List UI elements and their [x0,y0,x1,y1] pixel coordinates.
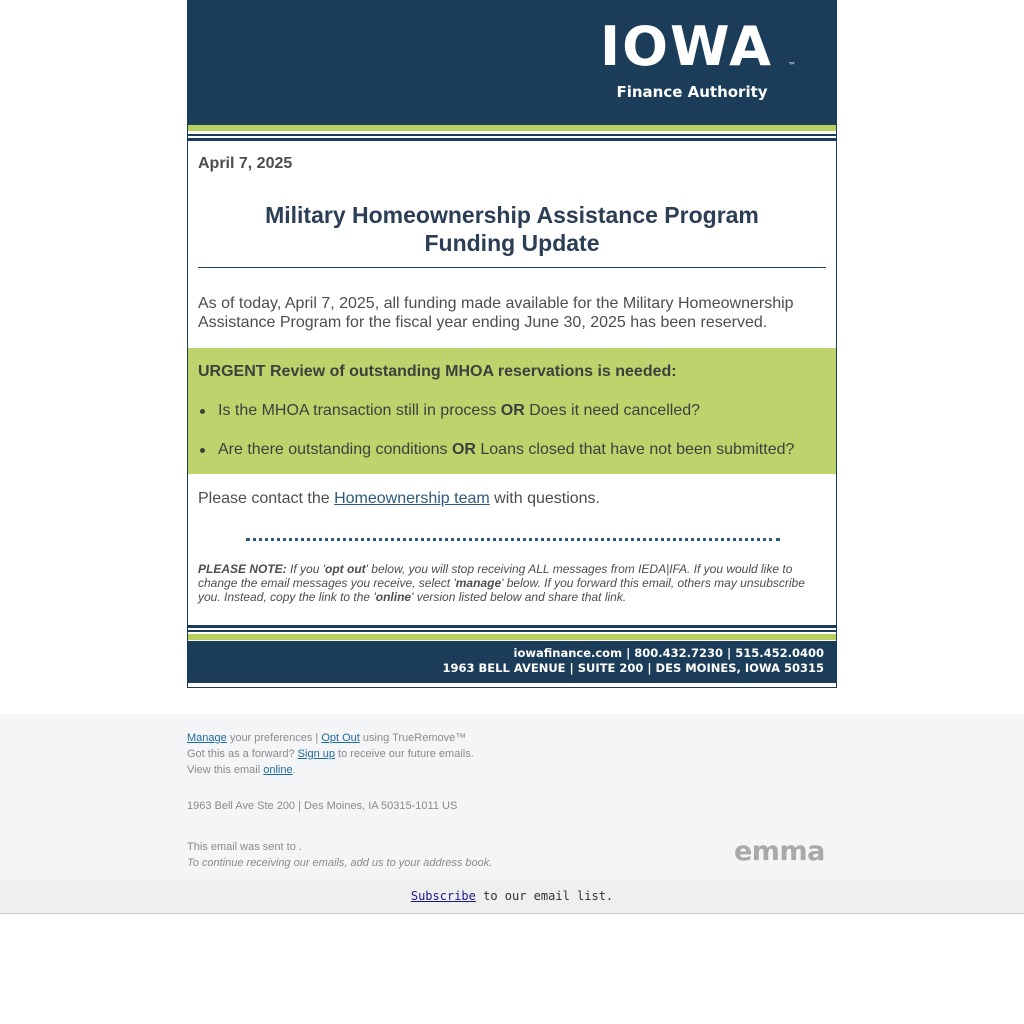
contact-footer [188,641,836,683]
postal-address: 1963 Bell Ave Ste 200 | Des Moines, IA 50315-1011 US [187,800,458,812]
header-stripe-green [188,125,836,131]
email-header [188,1,836,125]
sign-up-link[interactable]: Sign up [297,748,335,760]
opt-out-link[interactable]: Opt Out [321,732,360,744]
header-stripe-navy-thin [188,134,836,136]
title-line-1: Military Homeownership Assistance Program [265,202,759,228]
contact-line: Please contact the Homeownership team with questions. [198,490,600,507]
urgent-box: URGENT Review of outstanding MHOA reservations is needed: Is the MHOA transaction still in process OR Does it need cancelled? Are there outstanding conditions OR Loans closed that have not been submitted? [188,348,836,474]
title-divider [198,267,826,268]
header-stripe-navy [188,138,836,141]
emma-logo[interactable]: emma [734,836,825,867]
dotted-divider [246,538,780,541]
trademark-mark: ™ [788,61,796,70]
bullet-icon [200,448,205,453]
footer-stripe-navy-thin [188,630,836,632]
bullet-icon [200,409,205,414]
subscribe-line: Subscribe to our email list. [410,889,614,903]
homeownership-team-link[interactable]: Homeownership team [334,490,490,507]
email-card [187,0,837,688]
please-note: PLEASE NOTE: If you 'opt out' below, you will stop receiving ALL messages from IEDA|IFA. If you would like to change the email messages you receive, select 'manage' below. If you forward this email, others may unsubscribe you. Instead, copy the link to the 'online' version listed below and share that link. [198,562,805,604]
logo-subtitle: Finance Authority [616,83,768,101]
subscribe-bar [0,880,1024,914]
address-book-line: To continue receiving our emails, add us to your address book. [187,857,493,869]
iowa-logo-wordmark: IOWA [600,15,773,78]
forward-line: Got this as a forward? Sign up to receive our future emails. [187,748,474,760]
urgent-heading: URGENT Review of outstanding MHOA reservations is needed: [198,363,677,380]
email-date: April 7, 2025 [198,155,293,172]
footer-contact-line: iowafinance.com | 800.432.7230 | 515.452.0400 [513,646,824,660]
subscribe-link[interactable]: Subscribe [410,889,476,903]
email-title [198,201,826,257]
online-link[interactable]: online [263,764,293,776]
footer-address-line: 1963 BELL AVENUE | SUITE 200 | DES MOINES, IOWA 50315 [442,661,824,675]
title-line-2: Funding Update [424,230,600,256]
intro-paragraph: As of today, April 7, 2025, all funding made available for the Military Homeownership Assistance Program for the fiscal year ending June 30, 2025 has been reserved. [198,295,794,331]
preferences-section [0,714,1024,880]
view-online-line: View this email online. [187,764,296,776]
footer-stripe-green [188,634,836,640]
sent-to-line: This email was sent to . [187,841,302,853]
manage-link[interactable]: Manage [187,732,227,744]
footer-stripe-navy [188,625,836,628]
manage-preferences-line: Manage your preferences | Opt Out using TrueRemove™ [187,732,467,744]
